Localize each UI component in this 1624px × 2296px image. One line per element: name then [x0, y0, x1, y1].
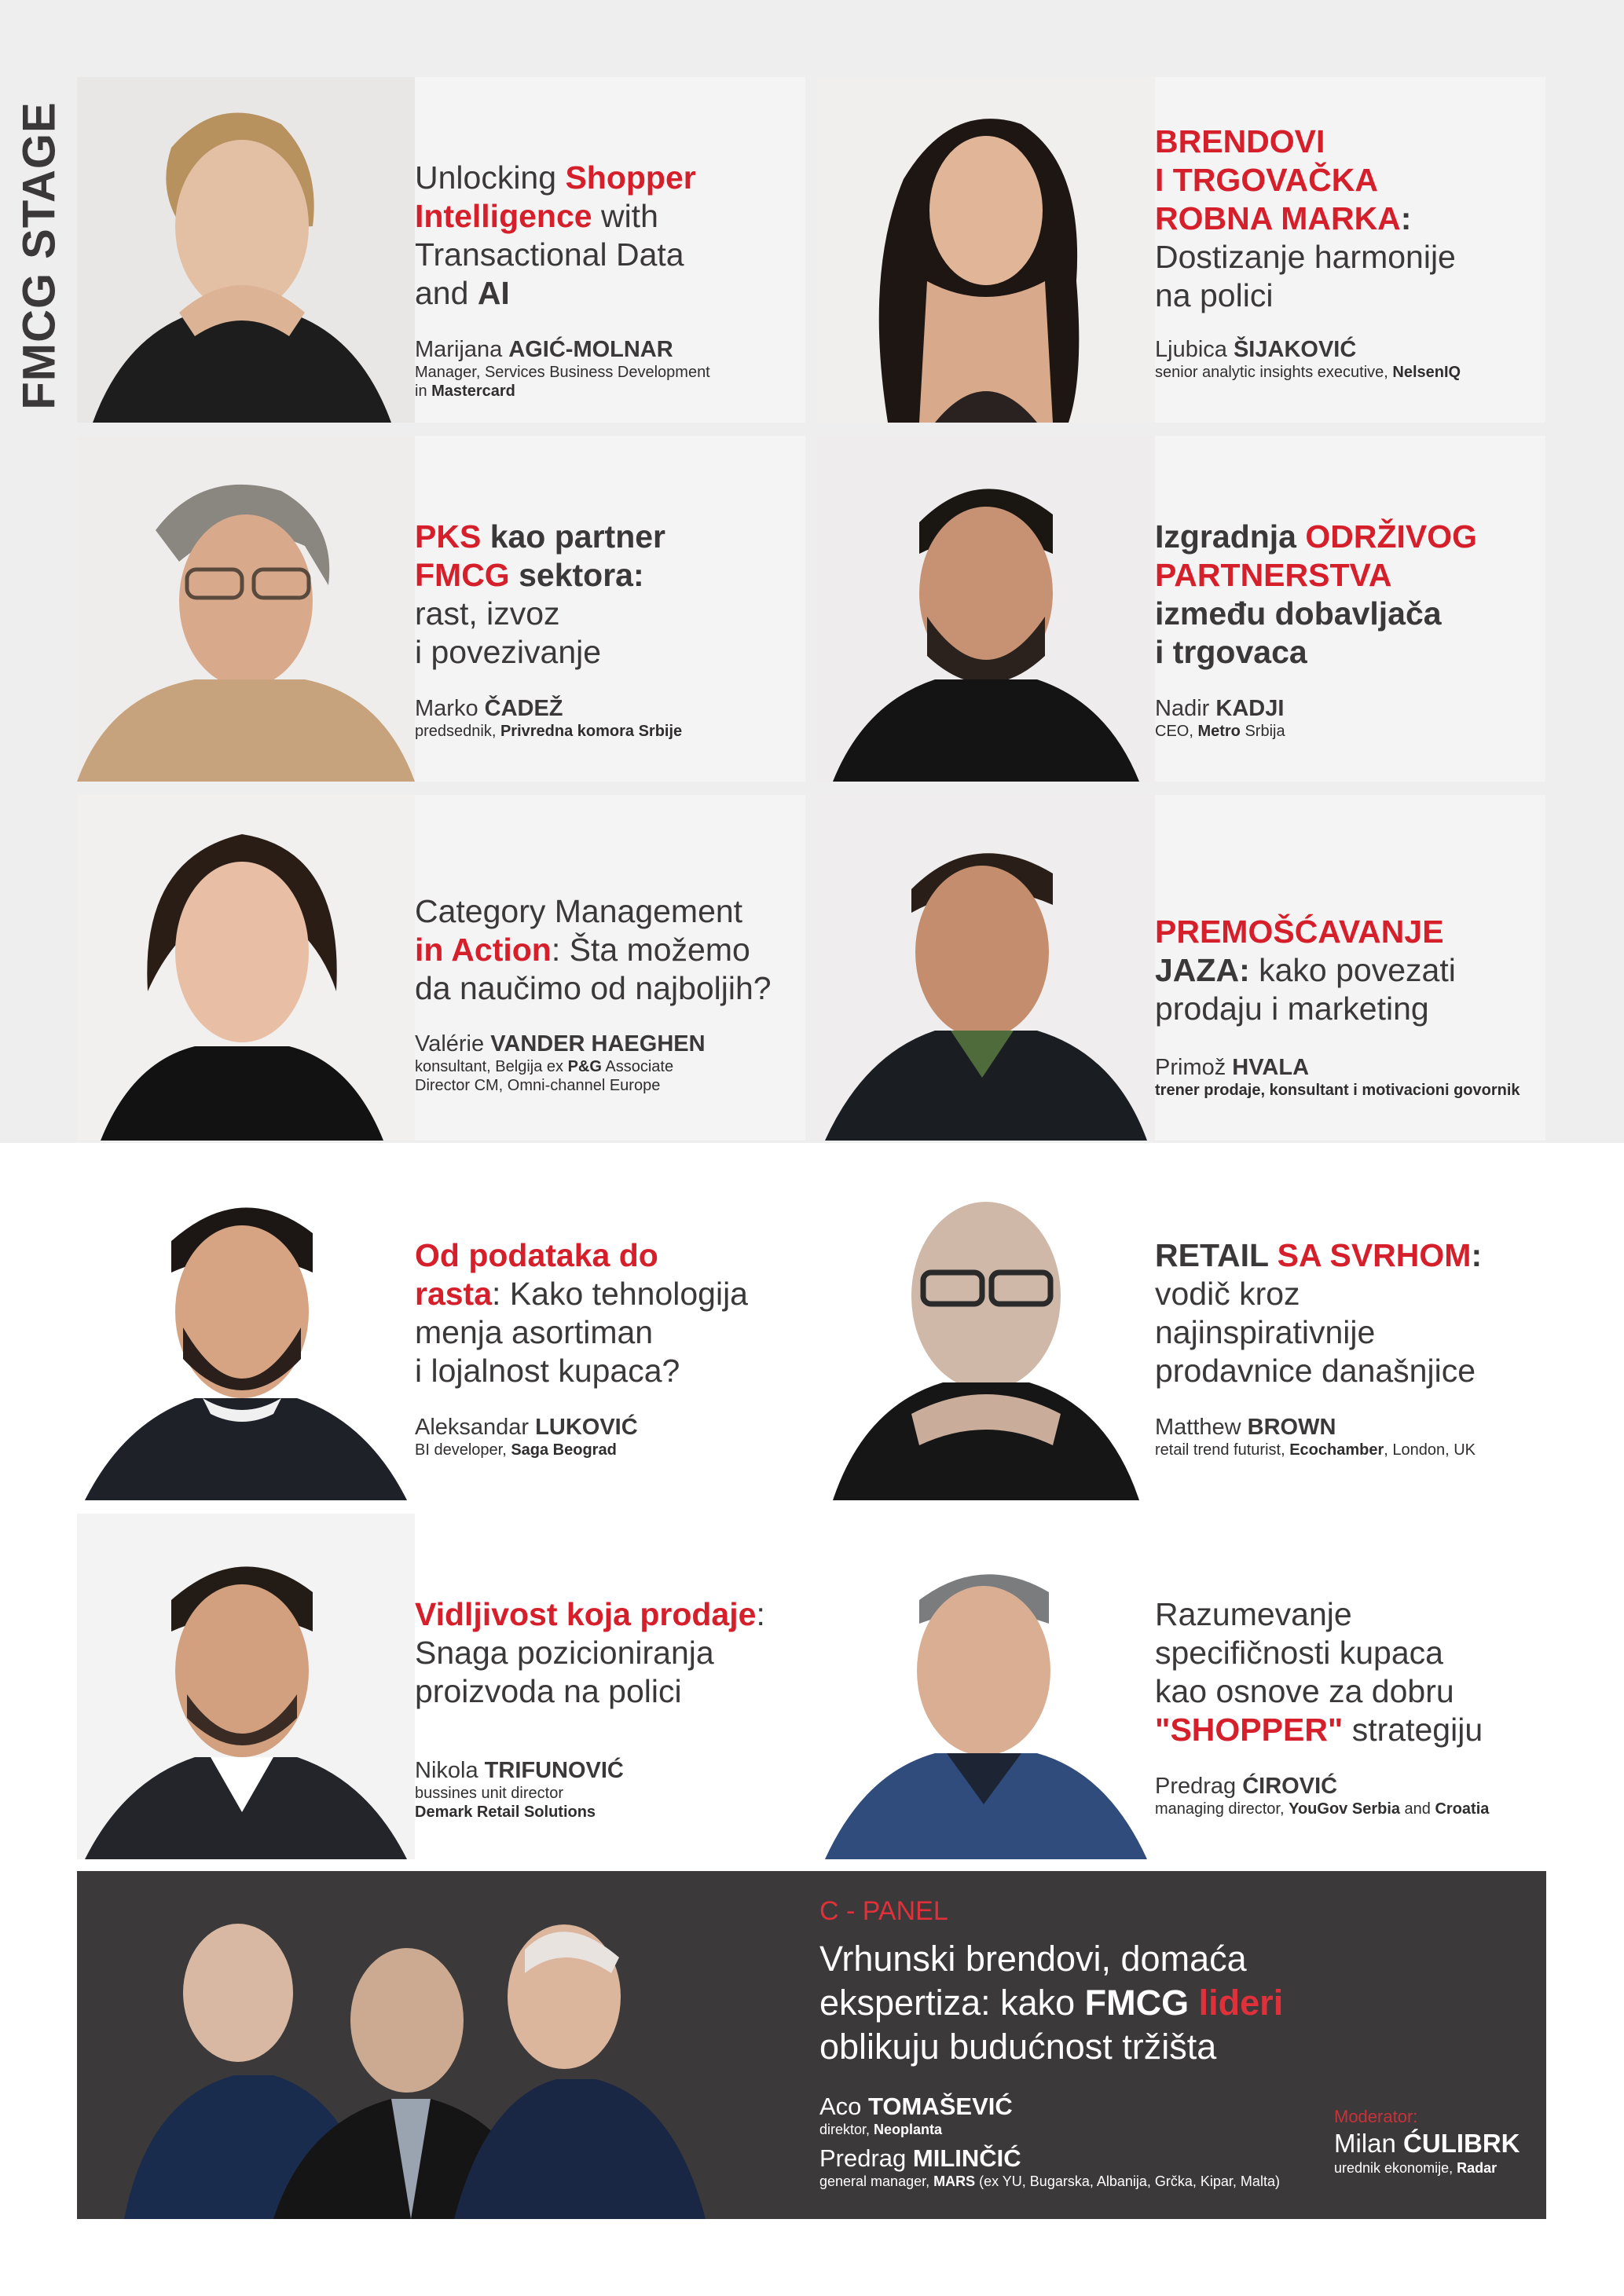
text-line	[1155, 556, 1524, 595]
panel-speaker-last-name: TOMAŠEVIĆ	[868, 2093, 1013, 2120]
speaker-info	[1155, 1054, 1532, 1100]
text-segment: kao partner	[481, 518, 666, 555]
text-segment: :	[1471, 1237, 1483, 1273]
moderator-last-name: ĆULIBRK	[1403, 2129, 1520, 2158]
speaker-photo	[77, 436, 415, 782]
speaker-last-name: KADJI	[1215, 696, 1285, 721]
text-segment: da naučimo od najboljih?	[415, 970, 772, 1006]
text-line	[415, 518, 784, 556]
talk-title	[415, 518, 784, 672]
speaker-role	[415, 1784, 792, 1822]
text-segment: Izgradnja	[1155, 518, 1306, 555]
text-segment: Radar	[1457, 2160, 1498, 2176]
speaker-photo	[817, 795, 1155, 1141]
speaker-role	[1155, 1081, 1532, 1100]
text-line	[415, 1352, 784, 1390]
text-segment: SA SVRHOM	[1277, 1237, 1472, 1273]
text-segment: i povezivanje	[415, 634, 602, 670]
text-segment: MARS	[933, 2173, 976, 2189]
text-line	[1155, 1595, 1524, 1634]
speaker-first-name: Valérie	[415, 1031, 485, 1056]
speaker-info	[415, 1031, 792, 1095]
speaker-name	[415, 336, 792, 363]
text-line	[1155, 1352, 1524, 1390]
panel-speaker-first-name: Aco	[819, 2093, 862, 2120]
text-segment: Mastercard	[431, 383, 515, 400]
text-line	[1155, 951, 1524, 990]
text-line	[819, 2025, 1283, 2069]
talk-title	[415, 1236, 784, 1390]
text-line	[415, 969, 784, 1008]
text-segment: oblikuju budućnost tržišta	[819, 2027, 1217, 2067]
role-line	[415, 1784, 792, 1803]
text-line	[415, 1672, 784, 1711]
talk-card	[817, 795, 1545, 1141]
text-segment: RETAIL	[1155, 1237, 1278, 1273]
speaker-last-name: ŠIJAKOVIĆ	[1233, 337, 1357, 362]
text-segment: NelsenIQ	[1392, 364, 1461, 381]
role-line	[415, 1057, 792, 1076]
text-line	[415, 1595, 784, 1634]
text-segment: JAZA:	[1155, 952, 1250, 988]
text-segment: Neoplanta	[874, 2122, 943, 2137]
text-segment: i trgovaca	[1155, 634, 1307, 670]
text-segment: između dobavljača	[1155, 595, 1442, 632]
text-line	[1155, 990, 1524, 1028]
text-segment: YouGov Serbia	[1289, 1800, 1400, 1818]
panel-title	[819, 1937, 1283, 2069]
text-line	[1155, 913, 1524, 951]
text-segment: Razumevanje	[1155, 1596, 1352, 1632]
c-panel-section	[77, 1871, 1546, 2219]
speaker-name	[415, 1031, 792, 1057]
panel-speaker-role	[819, 2173, 1280, 2190]
text-segment: and	[415, 275, 478, 311]
moderator-role	[1334, 2160, 1520, 2177]
text-segment: kao osnove za dobru	[1155, 1673, 1454, 1709]
text-segment: rasta	[415, 1276, 493, 1312]
text-segment: Privredna komora Srbije	[500, 723, 683, 740]
panel-speaker-role	[819, 2121, 1013, 2138]
text-segment: rast, izvoz	[415, 595, 560, 632]
text-segment: sektora:	[509, 557, 644, 593]
speaker-photo	[817, 77, 1155, 423]
text-line	[1155, 1672, 1524, 1711]
speaker-first-name: Marijana	[415, 337, 503, 362]
text-segment: (ex YU, Bugarska, Albanija, Grčka, Kipar, Malta)	[975, 2173, 1280, 2189]
speaker-info	[1155, 336, 1532, 382]
text-line	[1155, 1634, 1524, 1672]
text-segment: prodaju i marketing	[1155, 991, 1429, 1027]
text-segment: : Šta možemo	[551, 932, 750, 968]
text-line	[1155, 1236, 1524, 1275]
speaker-name	[1155, 1773, 1532, 1800]
text-segment: "SHOPPER"	[1155, 1712, 1344, 1748]
speaker-role	[415, 1057, 792, 1095]
panel-speaker	[819, 2144, 1280, 2190]
speaker-last-name: BROWN	[1247, 1415, 1336, 1440]
text-line	[1155, 238, 1524, 276]
speaker-info	[1155, 1773, 1532, 1818]
section-title-text: FMCG STAGE	[13, 101, 65, 410]
speaker-role	[1155, 722, 1532, 741]
role-line	[415, 1441, 792, 1459]
text-segment: with	[592, 198, 658, 234]
text-segment: kako povezati	[1249, 952, 1456, 988]
text-line	[415, 595, 784, 633]
text-segment: direktor,	[819, 2122, 874, 2137]
speaker-first-name: Marko	[415, 696, 478, 721]
moderator-info	[1334, 2107, 1520, 2177]
text-segment: , London, UK	[1384, 1441, 1476, 1459]
text-line	[415, 931, 784, 969]
talk-title	[1155, 913, 1524, 1028]
role-line	[415, 382, 792, 401]
role-line	[1155, 722, 1532, 741]
text-segment: general manager,	[819, 2173, 934, 2189]
text-line	[1155, 276, 1524, 315]
text-segment: lideri	[1198, 1983, 1284, 2023]
text-segment: managing director,	[1155, 1800, 1289, 1818]
speaker-info	[415, 336, 792, 401]
text-segment: i lojalnost kupaca?	[415, 1353, 680, 1389]
text-segment: Snaga pozicioniranja	[415, 1635, 714, 1671]
text-segment: : Kako tehnologija	[492, 1276, 748, 1312]
text-segment: :	[1400, 200, 1412, 236]
text-segment: trener prodaje, konsultant i motivacioni govornik	[1155, 1082, 1520, 1099]
speaker-name	[1155, 1054, 1532, 1081]
speaker-name	[1155, 336, 1532, 363]
speaker-first-name: Nikola	[415, 1758, 478, 1783]
speaker-photo	[77, 1155, 415, 1500]
text-segment: Od podataka do	[415, 1237, 658, 1273]
text-segment: Unlocking	[415, 159, 566, 196]
talk-card	[77, 795, 805, 1141]
text-line	[1155, 200, 1524, 238]
text-segment: in Action	[415, 932, 552, 968]
speaker-info	[415, 1414, 792, 1459]
role-line	[415, 363, 792, 382]
speaker-role	[1155, 1441, 1532, 1459]
role-line	[415, 1803, 792, 1822]
text-segment: ODRŽIVOG	[1305, 518, 1478, 555]
talk-card	[77, 1155, 805, 1500]
text-line	[415, 1634, 784, 1672]
speaker-photo	[817, 1155, 1155, 1500]
talk-title	[1155, 518, 1524, 672]
text-segment: Srbija	[1240, 723, 1285, 740]
talk-title	[1155, 1595, 1524, 1749]
text-line	[415, 1275, 784, 1313]
talk-title	[415, 892, 784, 1008]
text-line	[415, 236, 784, 274]
text-line	[415, 159, 784, 197]
panel-speaker-name	[819, 2093, 1013, 2121]
moderator-first-name: Milan	[1334, 2129, 1396, 2158]
speaker-info	[415, 1757, 792, 1822]
talk-card	[817, 436, 1545, 782]
speaker-name	[415, 1757, 792, 1784]
text-segment: Vidljivost koja prodaje	[415, 1596, 757, 1632]
text-line	[415, 633, 784, 672]
speaker-role	[415, 1441, 792, 1459]
text-segment: Director CM, Omni-channel Europe	[415, 1077, 661, 1094]
speaker-role	[415, 722, 792, 741]
speaker-last-name: ĆIROVIĆ	[1242, 1774, 1338, 1799]
speaker-photo	[817, 1514, 1155, 1859]
speaker-photo	[77, 1514, 415, 1859]
text-segment: ROBNA MARKA	[1155, 200, 1401, 236]
text-line	[1155, 161, 1524, 200]
text-segment: BRENDOVI	[1155, 123, 1325, 159]
role-line	[1155, 1800, 1532, 1818]
text-segment: menja asortiman	[415, 1314, 654, 1350]
text-line	[819, 1937, 1283, 1981]
text-line	[415, 1313, 784, 1352]
text-line	[1155, 123, 1524, 161]
text-line	[415, 1236, 784, 1275]
text-line	[1155, 518, 1524, 556]
text-segment: konsultant, Belgija ex	[415, 1058, 568, 1075]
speaker-photo	[77, 77, 415, 423]
text-segment: Category Management	[415, 893, 743, 929]
speaker-first-name: Ljubica	[1155, 337, 1227, 362]
text-segment: Associate	[601, 1058, 674, 1075]
panel-speaker-last-name: MILINČIĆ	[912, 2144, 1021, 2172]
text-segment: and	[1400, 1800, 1435, 1818]
text-segment	[1189, 1983, 1199, 2023]
text-line	[1155, 595, 1524, 633]
text-segment: urednik ekonomije,	[1334, 2160, 1457, 2176]
talk-card	[77, 77, 805, 423]
text-segment: AI	[477, 275, 510, 311]
text-segment: retail trend futurist,	[1155, 1441, 1290, 1459]
text-line	[819, 1981, 1283, 2025]
talk-title	[1155, 123, 1524, 315]
text-segment: najinspirativnije	[1155, 1314, 1376, 1350]
speaker-role	[415, 363, 792, 401]
role-line	[415, 722, 792, 741]
text-segment: FMCG	[1084, 1983, 1190, 2023]
speaker-info	[1155, 1414, 1532, 1459]
text-segment: prodavnice današnjice	[1155, 1353, 1476, 1389]
text-segment: Dostizanje harmonije	[1155, 239, 1456, 275]
speaker-last-name: LUKOVIĆ	[535, 1415, 638, 1440]
text-line	[415, 556, 784, 595]
text-segment: proizvoda na polici	[415, 1673, 682, 1709]
role-line	[1155, 363, 1532, 382]
talk-title	[415, 1595, 784, 1711]
panel-label: C - PANEL	[819, 1896, 948, 1926]
speaker-name	[415, 695, 792, 722]
text-segment: specifičnosti kupaca	[1155, 1635, 1443, 1671]
talk-title	[415, 159, 784, 313]
text-segment: CEO,	[1155, 723, 1198, 740]
speaker-last-name: HVALA	[1232, 1055, 1310, 1080]
speaker-photo	[77, 795, 415, 1141]
panel-speaker	[819, 2093, 1013, 2138]
text-line	[415, 892, 784, 931]
text-segment: in	[415, 383, 432, 400]
text-segment: vodič kroz	[1155, 1276, 1300, 1312]
speaker-first-name: Nadir	[1155, 696, 1210, 721]
text-segment: predsednik,	[415, 723, 500, 740]
text-segment: P&G	[567, 1058, 602, 1075]
speaker-last-name: ČADEŽ	[484, 696, 563, 721]
talk-card	[817, 1155, 1545, 1500]
text-segment: Saga Beograd	[511, 1441, 617, 1459]
speaker-info	[1155, 695, 1532, 741]
talk-card	[77, 1514, 805, 1859]
talk-card	[817, 1514, 1545, 1859]
text-segment: strategiju	[1343, 1712, 1483, 1748]
text-segment: Demark Retail Solutions	[415, 1803, 596, 1821]
moderator-label: Moderator:	[1334, 2107, 1418, 2126]
speaker-role	[1155, 363, 1532, 382]
text-segment: Ecochamber	[1289, 1441, 1384, 1459]
speaker-name	[1155, 1414, 1532, 1441]
text-line	[1155, 1711, 1524, 1749]
speaker-role	[1155, 1800, 1532, 1818]
speaker-first-name: Aleksandar	[415, 1415, 530, 1440]
text-segment: na polici	[1155, 277, 1274, 313]
speaker-last-name: AGIĆ-MOLNAR	[508, 337, 673, 362]
text-segment: :	[756, 1596, 765, 1632]
text-segment: FMCG	[415, 557, 510, 593]
text-segment: bussines unit director	[415, 1785, 563, 1802]
text-line	[415, 197, 784, 236]
speaker-last-name: TRIFUNOVIĆ	[484, 1758, 624, 1783]
text-segment: PARTNERSTVA	[1155, 557, 1392, 593]
role-line	[1155, 1081, 1532, 1100]
role-line	[415, 1076, 792, 1095]
section-title	[13, 79, 65, 432]
text-line	[1155, 633, 1524, 672]
text-segment: Croatia	[1435, 1800, 1490, 1818]
panel-speaker-name	[819, 2144, 1280, 2173]
text-segment: Transactional Data	[415, 236, 684, 273]
text-segment: PKS	[415, 518, 482, 555]
text-segment: Intelligence	[415, 198, 592, 234]
speaker-first-name: Primož	[1155, 1055, 1226, 1080]
speaker-first-name: Predrag	[1155, 1774, 1237, 1799]
speaker-name	[415, 1414, 792, 1441]
talk-title	[1155, 1236, 1524, 1390]
text-segment: PREMOŠĆAVANJE	[1155, 914, 1444, 950]
text-segment: I TRGOVAČKA	[1155, 162, 1378, 198]
moderator-name	[1334, 2127, 1520, 2160]
text-line	[415, 274, 784, 313]
speaker-last-name: VANDER HAEGHEN	[490, 1031, 706, 1056]
text-segment: Vrhunski brendovi, domaća	[819, 1939, 1247, 1979]
text-line	[1155, 1275, 1524, 1313]
speaker-name	[1155, 695, 1532, 722]
text-segment: ekspertiza: kako	[819, 1983, 1085, 2023]
text-segment: Manager, Services Business Development	[415, 364, 710, 381]
speaker-info	[415, 695, 792, 741]
text-segment: Metro	[1197, 723, 1241, 740]
text-segment: Shopper	[565, 159, 696, 196]
speaker-photo	[817, 436, 1155, 782]
panel-speaker-first-name: Predrag	[819, 2144, 907, 2172]
speaker-first-name: Matthew	[1155, 1415, 1241, 1440]
text-segment: BI developer,	[415, 1441, 511, 1459]
role-line	[1155, 1441, 1532, 1459]
talk-card	[817, 77, 1545, 423]
panel-speakers-photo	[77, 1871, 784, 2219]
text-segment: senior analytic insights executive,	[1155, 364, 1393, 381]
talk-card	[77, 436, 805, 782]
text-line	[1155, 1313, 1524, 1352]
